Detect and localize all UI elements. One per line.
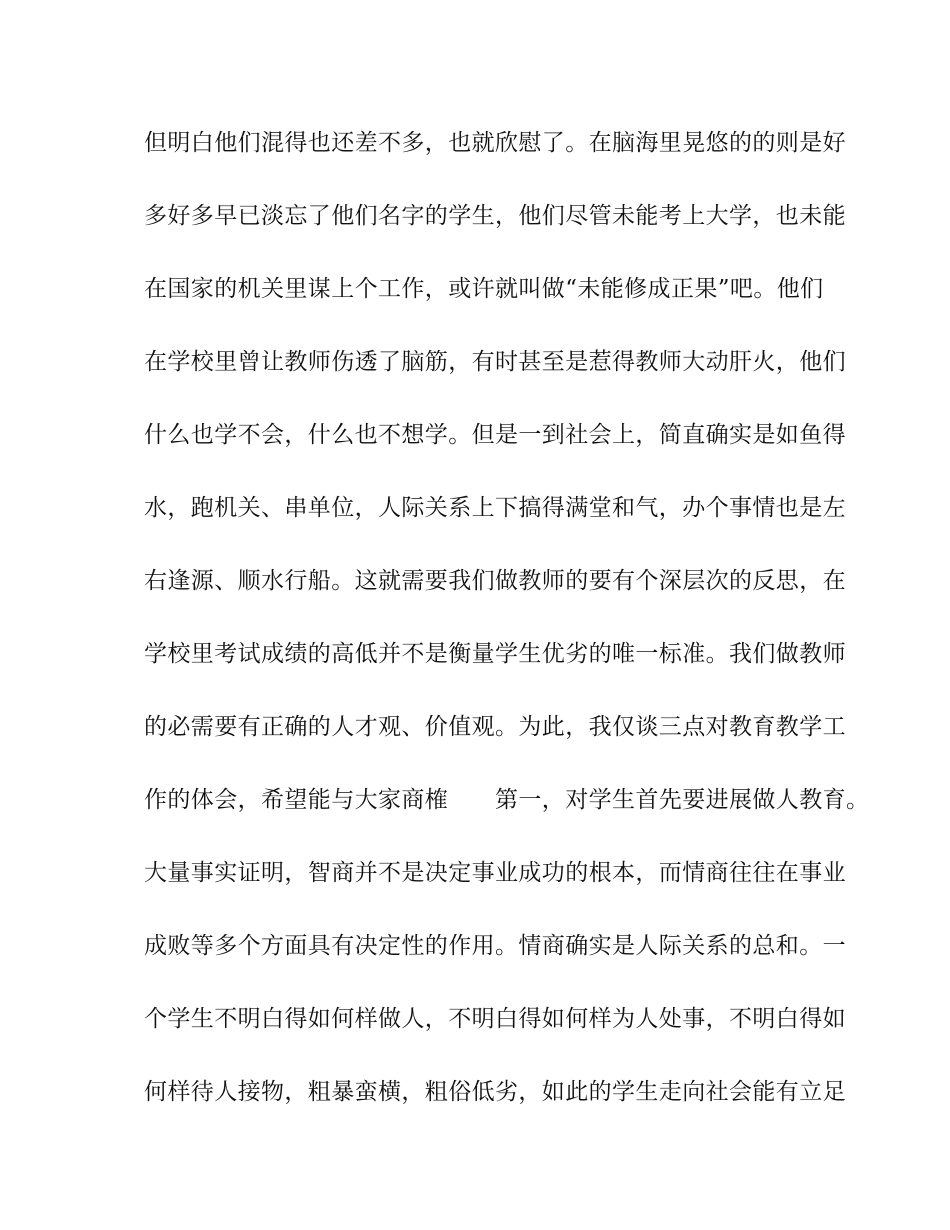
text-line: 水，跑机关、串单位，人际关系上下搞得满堂和气，办个事情也是左 xyxy=(144,495,846,521)
text-line: 什么也学不会，什么也不想学。但是一到社会上，简直确实是如鱼得 xyxy=(144,422,846,448)
text-line: 成败等多个方面具有决定性的作用。情商确实是人际关系的总和。一 xyxy=(144,933,846,959)
text-line: 的必需要有正确的人才观、价值观。为此，我仅谈三点对教育教学工 xyxy=(144,714,846,740)
text-line: 右逢源、顺水行船。这就需要我们做教师的要有个深层次的反思，在 xyxy=(144,568,846,594)
text-line: 个学生不明白得如何样做人，不明白得如何样为人处事，不明白得如 xyxy=(144,1006,846,1032)
text-line: 学校里考试成绩的高低并不是衡量学生优劣的唯一标准。我们做教师 xyxy=(144,641,846,667)
body-text xyxy=(144,124,870,1146)
text-line: 但明白他们混得也还差不多，也就欣慰了。在脑海里晃悠的的则是好 xyxy=(144,130,846,156)
text-line: 大量事实证明，智商并不是决定事业成功的根本，而情商往往在事业 xyxy=(144,860,846,886)
text-line: 多好多早已淡忘了他们名字的学生，他们尽管未能考上大学，也未能 xyxy=(144,203,846,229)
text-line: 在学校里曾让教师伤透了脑筋，有时甚至是惹得教师大动肝火，他们 xyxy=(144,349,846,375)
text-line: 在国家的机关里谋上个工作，或许就叫做“未能修成正果”吧。他们 xyxy=(144,276,824,302)
text-line: 作的体会，希望能与大家商榷 第一，对学生首先要进展做人教育。 xyxy=(144,787,870,813)
text-line: 何样待人接物，粗暴蛮横，粗俗低劣，如此的学生走向社会能有立足 xyxy=(144,1079,846,1105)
